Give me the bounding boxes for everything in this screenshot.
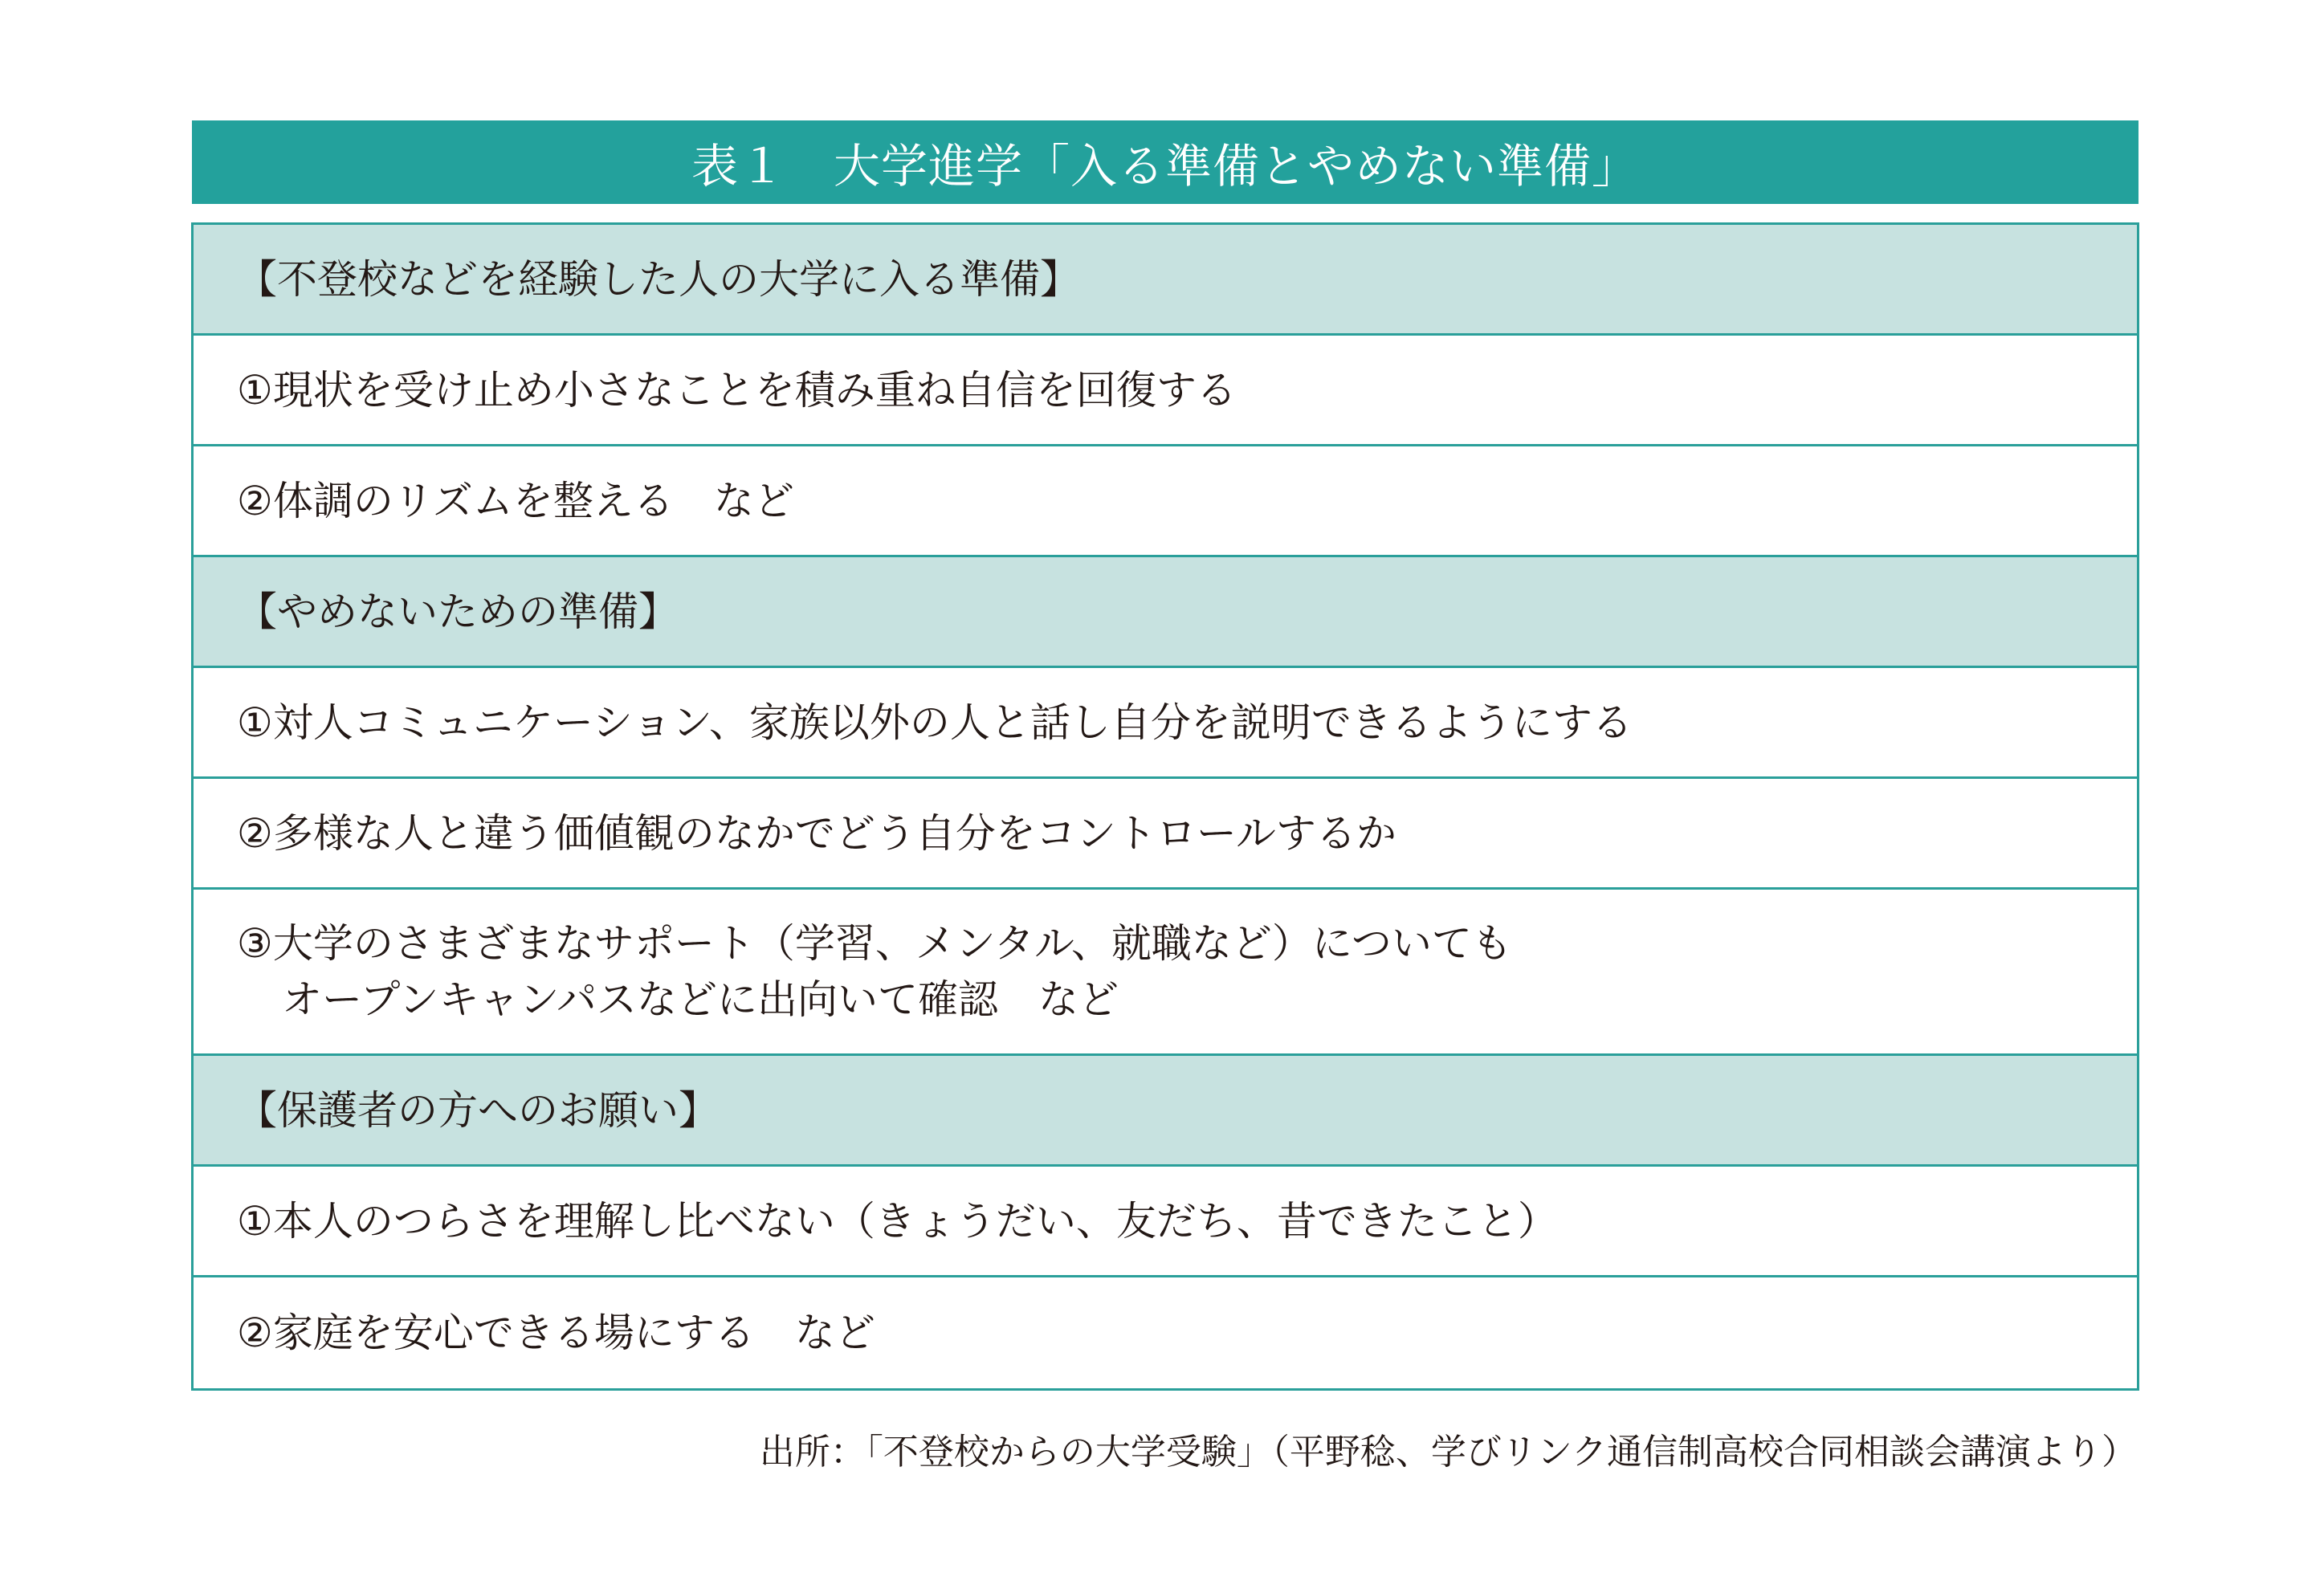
- row-text: ②家庭を安心できる場にする など: [237, 1310, 875, 1356]
- row-text: ①現状を受け止め小さなことを積み重ね自信を回復する: [237, 366, 1237, 414]
- table-row: [194, 336, 2137, 446]
- row-text-line2: オープンキャンパスなどに出向いて確認 など: [282, 976, 1119, 1023]
- row-text: ①対人コミュニケーション、家族以外の人と話し自分を説明できるようにする: [237, 699, 1633, 746]
- table-row: [194, 668, 2137, 779]
- section-heading-retention-preparation: [194, 557, 2137, 668]
- section-heading-text: 【不登校などを経験した人の大学に入る準備】: [237, 255, 1080, 303]
- row-text: ②多様な人と違う価値観のなかでどう自分をコントロールするか: [237, 809, 1396, 857]
- section-heading-guardian-requests: [194, 1056, 2137, 1167]
- table-row: [194, 890, 2137, 1056]
- preparation-table: [191, 222, 2139, 1391]
- row-text: ①本人のつらさを理解し比べない（きょうだい、友だち、昔できたこと）: [237, 1197, 1558, 1245]
- row-text: ②体調のリズムを整える など: [237, 477, 794, 524]
- table-row: [194, 779, 2137, 890]
- row-text-line1: ③大学のさまざまなサポート（学習、メンタル、就職など）についても: [237, 920, 1512, 967]
- section-heading-text: 【保護者の方へのお願い】: [237, 1086, 719, 1134]
- table-title: 表１ 大学進学「入る準備とやめない準備」: [192, 120, 2138, 204]
- section-heading-entry-preparation: [194, 225, 2137, 336]
- section-heading-text: 【やめないための準備】: [237, 588, 679, 635]
- table-row: [194, 1167, 2137, 1277]
- table-row: [194, 1277, 2137, 1388]
- source-citation: 出所：「不登校からの大学受験」（平野稔、学びリンク通信制高校合同相談会講演より）: [759, 1432, 2137, 1473]
- table-row: [194, 446, 2137, 557]
